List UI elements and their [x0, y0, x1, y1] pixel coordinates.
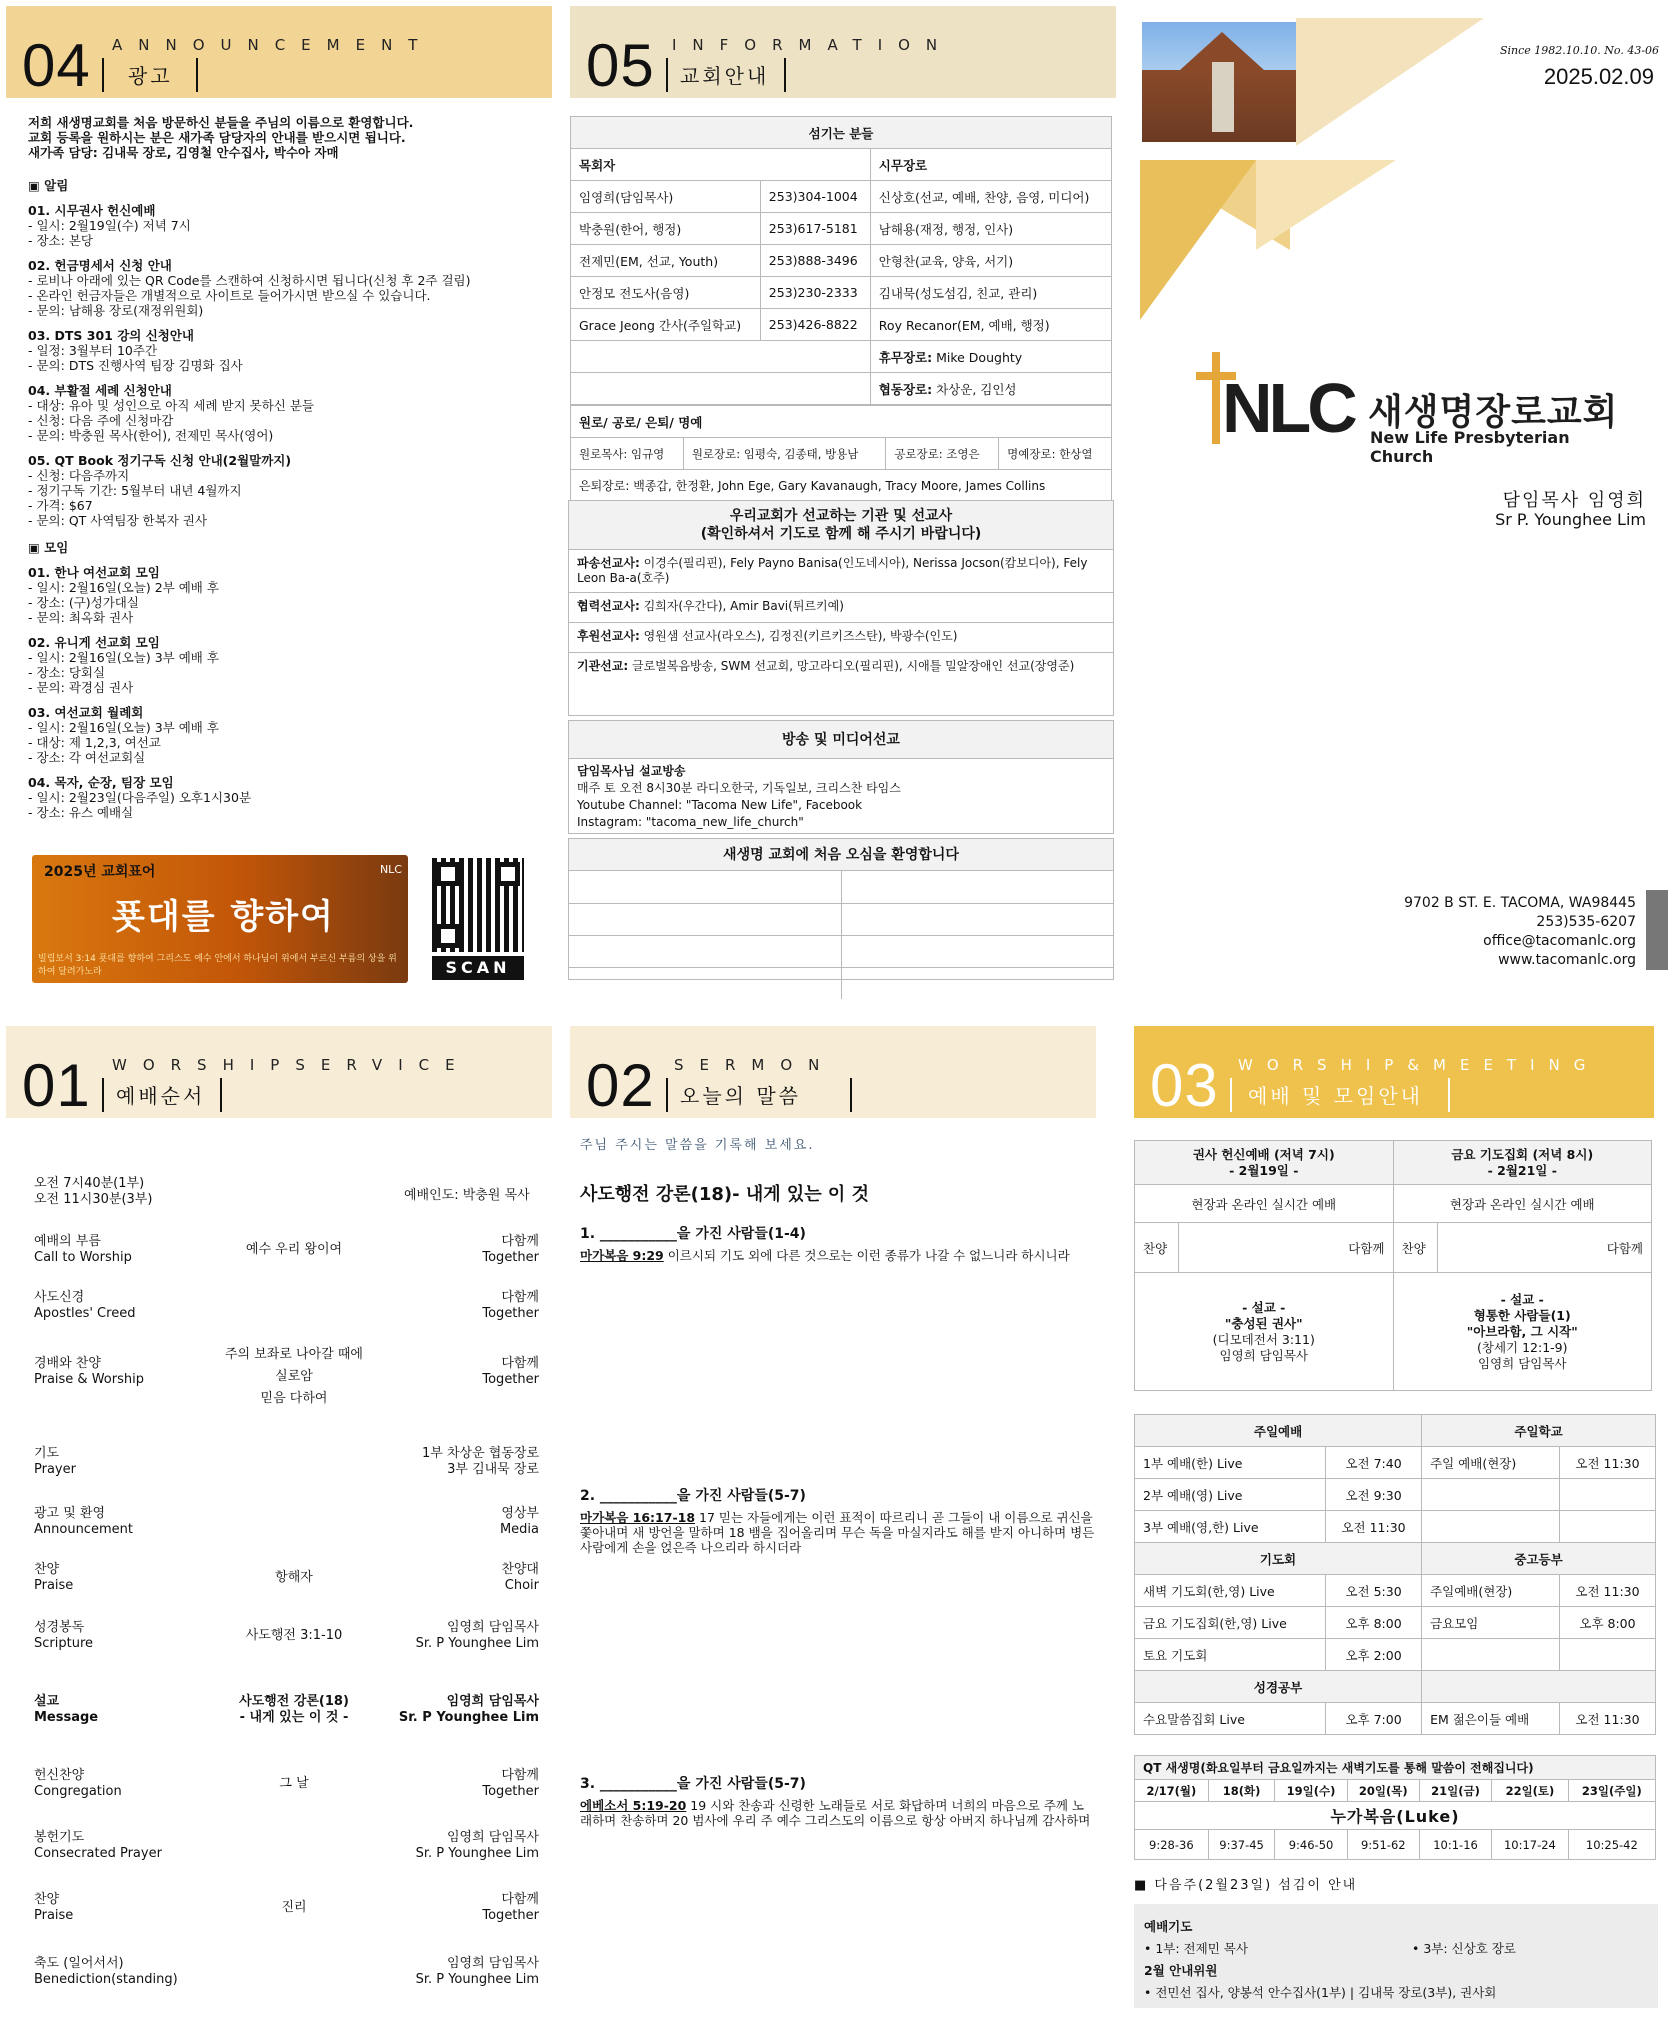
pastor-eng: Sr P. Younghee Lim: [1495, 510, 1646, 529]
welcome-intro: 저희 새생명교회를 처음 방문하신 분들을 주님의 이름으로 환영합니다. 교회 등록을 원하시는 분은 새가족 담당자의 안내를 받으시면 됩니다. 새가족 담당: 김내묵 장로, 김영철 안수집사, 박수아 자매: [28, 115, 414, 160]
sermon-header: [570, 1026, 1096, 1118]
special-services-table: 권사 헌신예배 (저녁 7시) - 2월19일 - 금요 기도집회 (저녁 8시) - 2월21일 - 현장과 온라인 실시간 예배 현장과 온라인 실시간 예배 찬양 다함께 찬양 다함께 - 설교 - "충성된 권사" (디모데전서 3:11) 임영희 담임목사 - 설교 - 형통한 사람들(1) "아브라함, 그 시작" (창세기 12:1-9) 임영희 담임목사: [1134, 1140, 1652, 1391]
church-eng-name: New Life Presbyterian Church: [1370, 428, 1570, 466]
section-eng-title: SERMON: [674, 1056, 836, 1074]
logo-mark: NLC: [1222, 369, 1354, 447]
mission-row: 후원선교사: 영원샘 선교사(라오스), 김정진(키르키즈스탄), 박광수(인도): [569, 623, 1113, 653]
servant-row: 박충원(한어, 행정) 253)617-5181 남해용(재정, 행정, 인사): [571, 213, 1112, 245]
qt-ref: 9:28-36: [1135, 1830, 1209, 1860]
notice-section-title: ▣ 알림: [28, 178, 69, 193]
side-tab: [1646, 890, 1668, 970]
sermon-panel: [570, 1026, 1096, 1118]
qt-table: QT 새생명(화요일부터 금요일까지는 새벽기도를 통해 말씀이 전해집니다) 2/17(월) 18(화) 19일(수) 20일(목) 21일(금) 22일(토) 23일(주일) 누가복음(Luke) 9:28-36 9:37-45 9:46-50 9:51-62 10:1-16 10:17-24 10:25-42: [1134, 1755, 1656, 1860]
media-box: 방송 및 미디어선교 담임목사님 설교방송 매주 토 오전 8시30분 라디오한국, 기독일보, 크리스찬 타임스 Youtube Channel: "Tacoma New Life", Facebook Instagram: "tacoma_new_life_church": [568, 720, 1114, 834]
information-panel: [570, 6, 1116, 98]
section-kor-title: 오늘의 말씀: [680, 1084, 801, 1108]
schedule-row: 금요 기도집회(한,영) Live 오후 8:00 금요모임 오후 8:00: [1135, 1607, 1656, 1639]
section-number: 04: [22, 32, 91, 99]
worship-item: 찬양 Praise 진리 다함께 Together: [34, 1892, 539, 1923]
announcement-item: 03. DTS 301 강의 신청안내 - 일정: 3월부터 10주간 - 문의: DTS 진행사역 팀장 김명화 집사: [28, 328, 243, 373]
worship-item: 축도 (일어서서) Benediction(standing) 임영희 담임목사 Sr. P Younghee Lim: [34, 1956, 539, 1987]
sermon-hint: 주님 주시는 말씀을 기록해 보세요.: [580, 1138, 815, 1153]
meeting-header: [1134, 1026, 1654, 1118]
worship-item: 봉헌기도 Consecrated Prayer 임영희 담임목사 Sr. P Younghee Lim: [34, 1830, 539, 1861]
qt-ref: 9:37-45: [1208, 1830, 1275, 1860]
qt-ref: 9:51-62: [1347, 1830, 1419, 1860]
meeting-section-title: ▣ 모임: [28, 540, 69, 555]
qt-ref: 10:17-24: [1492, 1830, 1569, 1860]
worship-header: [6, 1026, 552, 1118]
qt-day: 21일(금): [1419, 1780, 1491, 1802]
schedule-row: 2부 예배(영) Live 오전 9:30: [1135, 1479, 1656, 1511]
announcement-header: [6, 6, 552, 98]
announcement-item: 02. 헌금명세서 신청 안내 - 로비나 아래에 있는 QR Code를 스캔하여 신청하시면 됩니다(신청 후 2주 걸림) - 온라인 헌금자들은 개별적으로 사이트로 들어가시면 받으실 수 있습니다. - 문의: 남해용 장로(재정위원회): [28, 258, 471, 318]
worship-item: 성경봉독 Scripture 사도행전 3:1-10 임영희 담임목사 Sr. P Younghee Lim: [34, 1620, 539, 1651]
email-link[interactable]: office@tacomanlc.org: [1483, 933, 1636, 949]
worship-item: 경배와 찬양 Praise & Worship 주의 보좌로 나아갈 때에 실로암 믿음 다하여 다함께 Together: [34, 1347, 539, 1406]
issue-date: 2025.02.09: [1543, 64, 1654, 89]
section-kor-title: 예배순서: [116, 1084, 206, 1108]
next-week-box: 예배기도 • 1부: 전제민 목사 • 3부: 신상호 장로 2월 안내위원 • 전민선 집사, 양봉석 안수집사(1부) | 김내묵 장로(3부), 권사회: [1134, 1904, 1658, 2008]
mission-row: 협력선교사: 김희자(우간다), Amir Bavi(튀르키예): [569, 593, 1113, 623]
worship-item: 기도 Prayer 1부 차상운 협동장로 3부 김내묵 장로: [34, 1446, 539, 1477]
motto-banner: 2025년 교회표어 푯대를 향하여 NLC 빌립보서 3:14 푯대를 향하여 그리스도 예수 안에서 하나님이 위에서 부르신 부름의 상을 위하여 달려가노라: [32, 855, 408, 983]
qt-day: 2/17(월): [1135, 1780, 1209, 1802]
motto-title: 푯대를 향하여: [112, 897, 335, 937]
section-number: 02: [586, 1052, 655, 1118]
servant-row: 임영희(담임목사) 253)304-1004 신상호(선교, 예배, 찬양, 음영, 미디어): [571, 181, 1112, 213]
information-header: [570, 6, 1116, 98]
sermon-title: 사도행전 강론(18)- 내게 있는 이 것: [580, 1184, 869, 1205]
worship-item: 찬양 Praise 항해자 찬양대 Choir: [34, 1562, 539, 1593]
servants-table: 섬기는 분들 목회자 시무장로 임영희(담임목사) 253)304-1004 신상호(선교, 예배, 찬양, 음영, 미디어) 박충원(한어, 행정) 253)617-5181 남해용(재정, 행정, 인사) 전제민(EM, 선교, Youth) 253)888-3496 안형찬(교육, 양육, 서기) 안정모 전도사(음영) 253)230-2333 김내묵(성도섬김, 친교, 관리) Grace Jeong 간사(주일학교) 253)426-8822 Roy Recanor(EM, 예배, 행정) 휴무장로: Mike Doughty 협동장로: 차상운, 김인성 원로/ 공로/ 은퇴/ 명예 원로목사: 임규영 원로장로: 임평숙, 김종태, 방용남 공로장로: 조영은 명예장로: 한상열 은퇴장로: 백종갑, 한정환, John Ege, Gary Kavanaugh, Tracy Moore, James Collins: [570, 116, 1112, 502]
servant-row: 전제민(EM, 선교, Youth) 253)888-3496 안형찬(교육, 양육, 서기): [571, 245, 1112, 277]
announcement-item: 04. 부활절 세례 신청안내 - 대상: 유아 및 성인으로 아직 세례 받지 못하신 분들 - 신청: 다음 주에 신청마감 - 문의: 박충원 목사(한어), 전제민 목사(영어): [28, 383, 314, 443]
mission-row: 파송선교사: 이경수(필리핀), Fely Payno Banisa(인도네시아), Nerissa Jocson(캄보디아), Fely Leon Ba-a(호주): [569, 550, 1113, 593]
qt-ref: 10:1-16: [1419, 1830, 1491, 1860]
qt-day: 19일(수): [1275, 1780, 1347, 1802]
mission-box: 우리교회가 선교하는 기관 및 선교사 (확인하셔서 기도로 함께 해 주시기 바랍니다) 파송선교사: 이경수(필리핀), Fely Payno Banisa(인도네시아), Nerissa Jocson(캄보디아), Fely Leon Ba-a(호주) 협력선교사: 김희자(우간다), Amir Bavi(튀르키예) 후원선교사: 영원샘 선교사(라오스), 김정진(키르키즈스탄), 박광수(인도) 기관선교: 글로벌복음방송, SWM 선교회, 망고라디오(필리핀), 시애틀 밀알장애인 선교(장영준): [568, 500, 1114, 716]
welcome-box: 새생명 교회에 처음 오심을 환영합니다: [568, 838, 1114, 980]
worship-item: 설교 Message 사도행전 강론(18) - 내게 있는 이 것 - 임영희 담임목사 Sr. P Younghee Lim: [34, 1694, 539, 1725]
pastor-kor: 담임목사 임영희: [1502, 490, 1646, 511]
schedule-table: 주일예배 주일학교 1부 예배(한) Live 오전 7:40 주일 예배(현장) 오전 11:30 2부 예배(영) Live 오전 9:30 3부 예배(영,한) Live 오전 11:30 기도회 중고등부 새벽 기도회(한,영) Live 오전 5:30 주일예배(현장) 오전 11:30 금요 기도집회(한,영) Live 오후 8:00 금요모임 오후 8:00 토요 기도회 오후 2:00 성경공부 수요말씀집회 Live 오후 7:00 EM 젊은이들 예배 오전 11:30: [1134, 1414, 1656, 1735]
qt-day: 20일(목): [1347, 1780, 1419, 1802]
service-times: 오전 7시40분(1부) 오전 11시30분(3부): [34, 1176, 153, 1207]
section-eng-title: ANNOUNCEMENT: [112, 36, 434, 54]
church-address: 9702 B ST. E. TACOMA, WA98445 253)535-6207 office@tacomanlc.org www.tacomanlc.org: [1404, 895, 1636, 968]
qt-day: 22일(토): [1492, 1780, 1569, 1802]
worship-item: 헌신찬양 Congregation 그 날 다함께 Together: [34, 1768, 539, 1799]
schedule-row: 3부 예배(영,한) Live 오전 11:30: [1135, 1511, 1656, 1543]
schedule-row: 새벽 기도회(한,영) Live 오전 5:30 주일예배(현장) 오전 11:30: [1135, 1575, 1656, 1607]
worship-item: 예배의 부름 Call to Worship 예수 우리 왕이여 다함께 Together: [34, 1234, 539, 1265]
qt-ref: 9:46-50: [1275, 1830, 1347, 1860]
schedule-row: 1부 예배(한) Live 오전 7:40 주일 예배(현장) 오전 11:30: [1135, 1447, 1656, 1479]
announcement-item: 01. 한나 여선교회 모임 - 일시: 2월16일(오늘) 2부 예배 후 - 장소: (구)성가대실 - 문의: 최옥화 권사: [28, 565, 219, 625]
announcement-item: 02. 유니게 선교회 모임 - 일시: 2월16일(오늘) 3부 예배 후 - 장소: 당회실 - 문의: 곽경심 권사: [28, 635, 219, 695]
qt-ref: 10:25-42: [1568, 1830, 1655, 1860]
section-eng-title: WORSHIPSERVICE: [112, 1056, 471, 1074]
worship-item: 광고 및 환영 Announcement 영상부 Media: [34, 1506, 539, 1537]
announcement-item: 01. 시무권사 헌신예배 - 일시: 2월19일(수) 저녁 7시 - 장소: 본당: [28, 203, 191, 248]
section-kor-title: 교회안내: [680, 64, 770, 88]
section-kor-title: 예배 및 모임안내: [1248, 1084, 1423, 1108]
announcement-item: 03. 여선교회 월례회 - 일시: 2월16일(오늘) 3부 예배 후 - 대상: 제 1,2,3, 여선교 - 장소: 각 여선교회실: [28, 705, 219, 765]
next-week-label: ■ 다음주(2월23일) 섬김이 안내: [1134, 1878, 1358, 1893]
church-logo: [1196, 352, 1636, 466]
qt-day: 23일(주일): [1568, 1780, 1655, 1802]
section-kor-title: 광고: [128, 64, 173, 88]
announcement-body: [28, 115, 538, 820]
section-number: 01: [22, 1052, 91, 1118]
scan-label: SCAN: [432, 956, 524, 980]
worship-panel: [6, 1026, 552, 1118]
announcement-item: 05. QT Book 정기구독 신청 안내(2월말까지) - 신청: 다음주까지 - 정기구독 기간: 5월부터 내년 4월까지 - 가격: $67 - 문의: QT 사역팀장 한복자 권사: [28, 453, 292, 528]
section-number: 05: [586, 32, 655, 98]
website-link[interactable]: www.tacomanlc.org: [1498, 952, 1636, 968]
announcement-item: 04. 목자, 순장, 팀장 모임 - 일시: 2월23일(다음주일) 오후1시30분 - 장소: 유스 예배실: [28, 775, 252, 820]
qt-day: 18(화): [1208, 1780, 1275, 1802]
qr-code-icon: [432, 858, 524, 952]
meeting-panel: [1134, 1026, 1654, 1118]
servant-row: 안정모 전도사(음영) 253)230-2333 김내묵(성도섬김, 친교, 관리): [571, 277, 1112, 309]
worship-leader: 예배인도: 박충원 목사: [404, 1188, 530, 1203]
qr-code[interactable]: [432, 858, 524, 982]
sermon-point: 1. ___________을 가진 사람들(1-4) 마가복음 9:29 이르시되 기도 외에 다른 것으로는 이런 종류가 나갈 수 없느니라 하시니라: [580, 1226, 1070, 1263]
servant-row: Grace Jeong 간사(주일학교) 253)426-8822 Roy Recanor(EM, 예배, 행정): [571, 309, 1112, 341]
schedule-row: 토요 기도회 오후 2:00: [1135, 1639, 1656, 1671]
since-label: Since 1982.10.10. No. 43-06: [1500, 44, 1660, 57]
banner-logo: NLC: [379, 863, 402, 876]
sermon-point: 2. ___________을 가진 사람들(5-7) 마가복음 16:17-18 17 믿는 자들에게는 이런 표적이 따르리니 곧 그들이 내 이름으로 귀신을 쫓아내며 새 방언을 말하며 18 뱀을 집어올리며 무슨 독을 마실지라도 해를 받지 아니하며 병든 사람에게 손을 얹은즉 나으리라 하시더라: [580, 1488, 1095, 1555]
sermon-point: 3. ___________을 가진 사람들(5-7) 에베소서 5:19-20 19 시와 찬송과 신령한 노래들로 서로 화답하며 너희의 마음으로 주께 노래하며 찬송하며 20 범사에 우리 주 예수 그리스도의 이름으로 항상 아버지 하나님께 감사하며: [580, 1776, 1091, 1828]
church-kor-name: 새생명장로교회: [1368, 392, 1619, 433]
cover-panel: [1140, 0, 1680, 990]
worship-item: 사도신경 Apostles' Creed 다함께 Together: [34, 1290, 539, 1321]
mission-row: 기관선교: 글로벌복음방송, SWM 선교회, 망고라디오(필리핀), 시애틀 밀알장애인 선교(장영준): [577, 659, 1075, 673]
section-number: 03: [1150, 1052, 1219, 1118]
section-eng-title: WORSHIP&MEETING: [1238, 1056, 1600, 1074]
church-photo: [1142, 22, 1296, 142]
section-eng-title: INFORMATION: [672, 36, 954, 54]
